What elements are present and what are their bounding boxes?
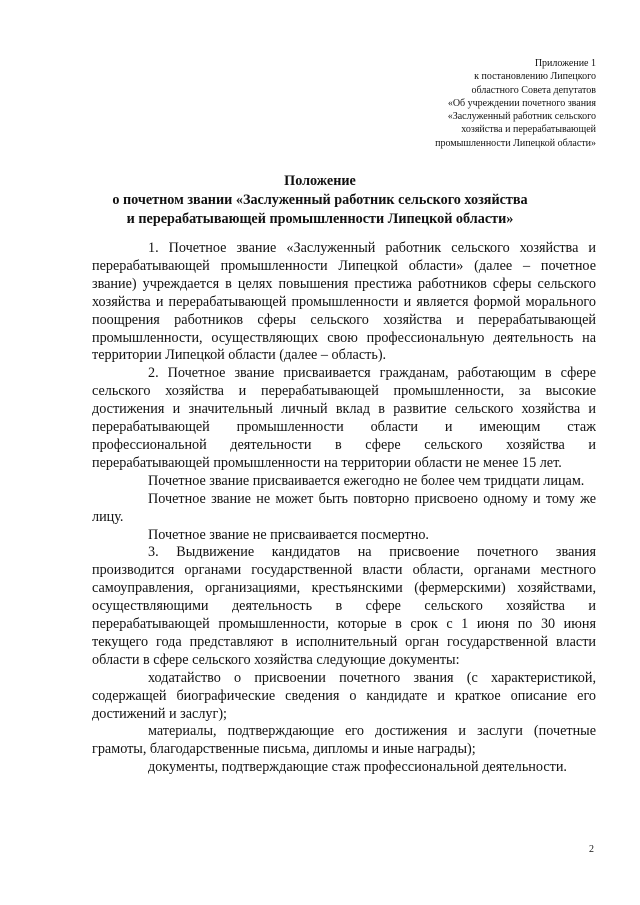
annex-line: «Заслуженный работник сельского [447,111,596,123]
document-subtitle-line2: и перерабатывающей промышленности Липецкой области» [126,211,514,227]
paragraph-documents: документы, подтверждающие стаж профессиональной деятельности. [148,759,567,776]
annex-reference [336,57,596,150]
paragraph-no-repeat: Почетное звание не может быть повторно присвоено одному и тому же лицу. [92,490,596,525]
document-title: Положение [284,173,356,189]
annex-line: к постановлению Липецкого [474,71,596,83]
annex-line: областного Совета депутатов [471,84,596,96]
paragraph-posthumous: Почетное звание не присваивается посмертно. [148,526,429,543]
annex-line: промышленности Липецкой области» [435,137,596,149]
document-body [92,240,596,777]
annex-line: «Об учреждении почетного звания [447,97,596,109]
paragraph-3: 3. Выдвижение кандидатов на присвоение почетного звания производится органами государственной власти области, органами местного самоуправления, организациями, крестьянскими (фермерскими) хозяйствами, осуществляющими деятельность в сфере сельского хозяйства и перерабатывающей промышленности, которые в срок с 1 июня по 30 июня текущего года представляют в исполнительный орган государственной власти области в сфере сельского хозяйства следующие документы: [92,544,596,668]
document-heading [60,172,580,229]
paragraph-2: 2. Почетное звание присваивается гражданам, работающим в сфере сельского хозяйства и перерабатывающей промышленности, за высокие достижения и значительный личный вклад в развитие сельского хозяйства и перерабатывающей промышленности области и имеющим стаж профессиональной деятельности в сфере сельского хозяйства и перерабатывающей промышленности на территории области не менее 15 лет. [92,365,596,471]
annex-line: Приложение 1 [534,58,596,69]
paragraph-award-limit: Почетное звание присваивается ежегодно не более чем тридцати лицам. [148,472,585,489]
annex-line: хозяйства и перерабатывающей [461,124,596,136]
paragraph-1: 1. Почетное звание «Заслуженный работник сельского хозяйства и перерабатывающей промышленности Липецкой области» (далее – почетное звание) учреждается в целях повышения престижа работников сферы сельского хозяйства и перерабатывающей промышленности и является формой морального поощрения работников сферы сельского хозяйства и перерабатывающей промышленности, осуществляющих свою профессиональную деятельность на территории Липецкой области (далее – область). [92,240,596,364]
paragraph-petition: ходатайство о присвоении почетного звания (с характеристикой, содержащей биографические сведения о кандидате и краткое описание его достижений и заслуг); [92,669,596,722]
paragraph-materials: материалы, подтверждающие его достижения и заслуги (почетные грамоты, благодарственные письма, дипломы и иные награды); [92,723,596,758]
page-number: 2 [589,844,594,855]
document-subtitle-line1: о почетном звании «Заслуженный работник сельского хозяйства [112,192,528,208]
